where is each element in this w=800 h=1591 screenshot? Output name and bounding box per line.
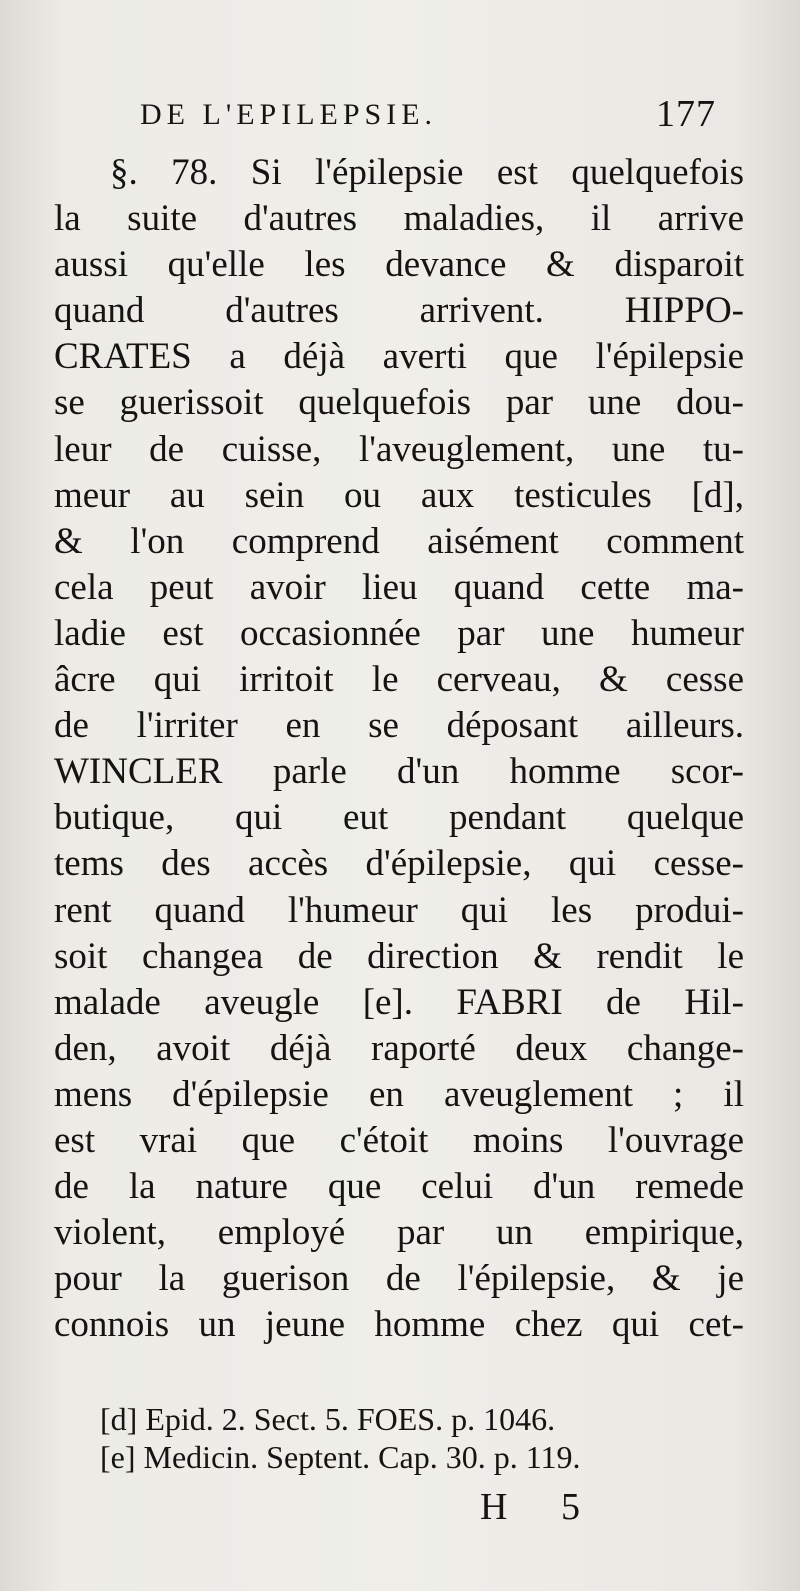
text-line: meur au sein ou aux testicules [d], xyxy=(54,474,744,516)
footnotes xyxy=(100,1400,740,1476)
footnote: [e] Medicin. Septent. Cap. 30. p. 119. xyxy=(100,1439,581,1475)
text-line: tems des accès d'épilepsie, qui cesse- xyxy=(54,843,744,885)
text-line: quand d'autres arrivent. HIPPO- xyxy=(54,290,744,332)
text-line: âcre qui irritoit le cerveau, & cesse xyxy=(54,659,744,701)
text-line: de la nature que celui d'un remede xyxy=(54,1166,744,1208)
running-head xyxy=(140,92,740,138)
text-line: WINCLER parle d'un homme scor- xyxy=(54,751,744,793)
text-line: de l'irriter en se déposant ailleurs. xyxy=(54,705,744,747)
text-line: pour la guerison de l'épilepsie, & je xyxy=(54,1258,744,1300)
text-line: connois un jeune homme chez qui cet- xyxy=(54,1304,744,1346)
text-line: CRATES a déjà averti que l'épilepsie xyxy=(54,336,744,378)
running-title: DE L'EPILEPSIE. xyxy=(140,98,438,131)
text-line: & l'on comprend aisément comment xyxy=(54,520,744,562)
text-line: la suite d'autres maladies, il arrive xyxy=(54,198,744,240)
text-line: aussi qu'elle les devance & disparoit xyxy=(54,244,744,286)
signature-mark: H 5 xyxy=(480,1486,602,1528)
text-line: rent quand l'humeur qui les produi- xyxy=(54,889,744,931)
body-text xyxy=(54,150,744,1348)
text-line: leur de cuisse, l'aveuglement, une tu- xyxy=(54,428,744,470)
text-line: cela peut avoir lieu quand cette ma- xyxy=(54,566,744,608)
text-line: §. 78. Si l'épilepsie est quelquefois xyxy=(110,152,744,193)
text-line: violent, employé par un empirique, xyxy=(54,1212,744,1254)
text-line: den, avoit déjà raporté deux change- xyxy=(54,1027,744,1069)
page-number: 177 xyxy=(656,93,716,135)
text-line: est vrai que c'étoit moins l'ouvrage xyxy=(54,1119,744,1161)
text-line: soit changea de direction & rendit le xyxy=(54,935,744,977)
text-line: butique, qui eut pendant quelque xyxy=(54,797,744,839)
text-line: se guerissoit quelquefois par une dou- xyxy=(54,382,744,424)
text-line: mens d'épilepsie en aveuglement ; il xyxy=(54,1073,744,1115)
text-line: malade aveugle [e]. FABRI de Hil- xyxy=(54,981,744,1023)
footnote: [d] Epid. 2. Sect. 5. FOES. p. 1046. xyxy=(100,1401,556,1437)
text-line: ladie est occasionnée par une humeur xyxy=(54,612,744,654)
